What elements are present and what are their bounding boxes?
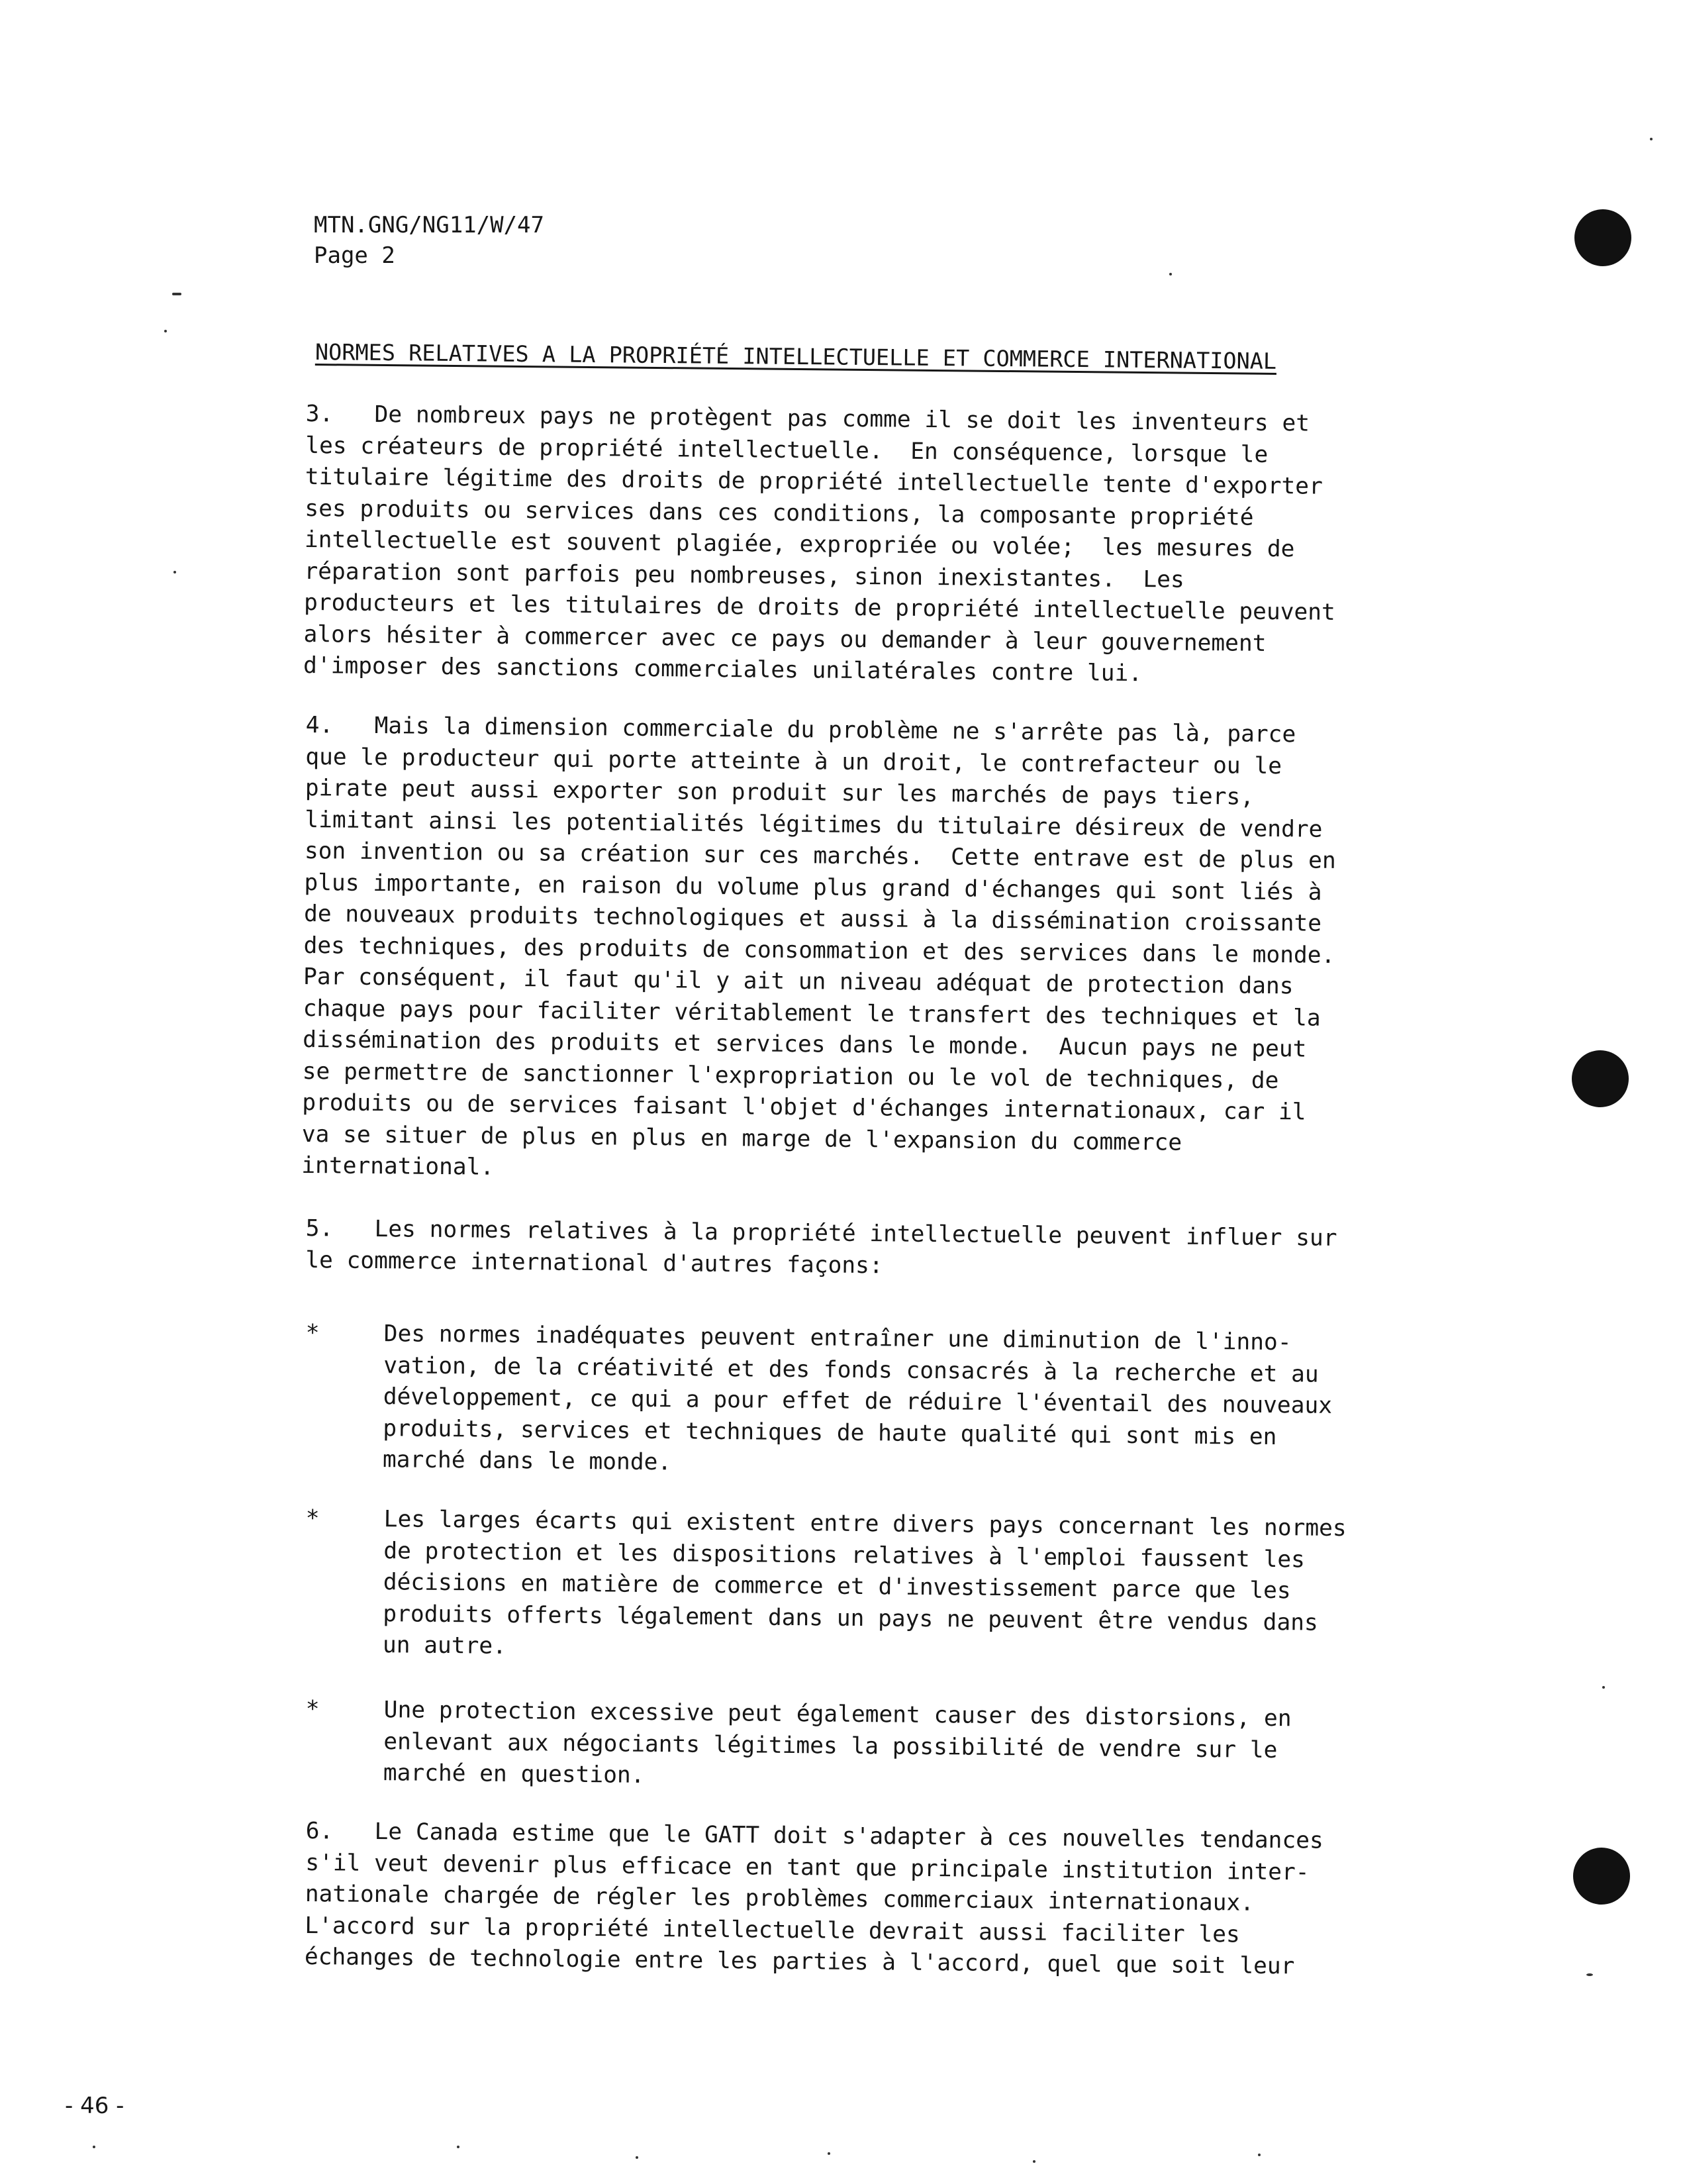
text-line: plus importante, en raison du volume plus grand d'échanges qui sont liés à [304, 869, 1322, 906]
text-line: marché en question. [383, 1760, 645, 1789]
scan-speck [172, 293, 181, 295]
text-line: échanges de technologie entre les parties à l'accord, quel que soit leur [304, 1943, 1295, 1980]
text-line: produits, services et techniques de haute qualité qui sont mis en [383, 1415, 1277, 1450]
text-line: L'accord sur la propriété intellectuelle devrait aussi faciliter les [305, 1912, 1240, 1948]
text-line: marché dans le monde. [382, 1446, 672, 1476]
scan-speck [164, 330, 167, 332]
text-line: se permettre de sanctionner l'expropriation ou le vol de techniques, de [302, 1058, 1279, 1094]
text-line: de nouveaux produits technologiques et aussi à la dissémination croissante [303, 900, 1322, 937]
text-line: un autre. [382, 1632, 507, 1660]
text-line: dissémination des produits et services dans le monde. Aucun pays ne peut [303, 1026, 1307, 1063]
text-line: chaque pays pour faciliter véritablement le transfert des techniques et la [303, 995, 1321, 1032]
scan-speck [636, 2156, 638, 2159]
scan-speck [1258, 2154, 1261, 2156]
page-label: Page 2 [314, 242, 395, 269]
text-line: son invention ou sa création sur ces marchés. Cette entrave est de plus en [304, 837, 1336, 874]
text-line: 4. Mais la dimension commerciale du problème ne s'arrête pas là, parce [305, 711, 1296, 748]
paragraph-3 [303, 399, 1511, 693]
scan-speck [93, 2146, 95, 2148]
punch-hole [1574, 209, 1631, 266]
text-line: le commerce international d'autres façons: [305, 1246, 883, 1279]
bullet-item [305, 1318, 1511, 1487]
section-title: NORMES RELATIVES A LA PROPRIÉTÉ INTELLECTUELLE ET COMMERCE INTERNATIONAL [314, 339, 1277, 374]
text-line: Par conséquent, il faut qu'il y ait un niveau adéquat de protection dans [303, 963, 1294, 1000]
text-line: Des normes inadéquates peuvent entraîner une diminution de l'inno- [383, 1320, 1292, 1356]
text-line: ses produits ou services dans ces conditions, la composante propriété [305, 495, 1254, 531]
scan-speck [1602, 1686, 1605, 1689]
text-line: Les larges écarts qui existent entre divers pays concernant les normes [383, 1506, 1347, 1542]
text-line: produits offerts légalement dans un pays ne peuvent être vendus dans [383, 1600, 1318, 1636]
page-number: - 46 - [65, 2093, 124, 2119]
text-line: va se situer de plus en plus en marge de l'expansion du commerce [301, 1120, 1182, 1156]
text-line: 5. Les normes relatives à la propriété intellectuelle peuvent influer sur [305, 1215, 1337, 1252]
text-line: international. [301, 1152, 495, 1181]
bullet-marker: * [305, 1319, 320, 1347]
bullet-marker: * [305, 1505, 320, 1532]
scan-speck [1169, 273, 1172, 275]
bullet-item [305, 1503, 1511, 1672]
text-line: producteurs et les titulaires de droits de propriété intellectuelle peuvent [303, 589, 1335, 626]
bullet-marker: * [305, 1695, 320, 1723]
scan-speck [1650, 138, 1653, 140]
text-line: produits ou de services faisant l'objet d'échanges internationaux, car il [302, 1089, 1306, 1126]
text-line: vation, de la créativité et des fonds consacrés à la recherche et au [383, 1352, 1319, 1388]
text-line: Une protection excessive peut également causer des distorsions, en [383, 1697, 1292, 1732]
scan-speck [173, 571, 176, 573]
text-line: titulaire légitime des droits de propriété intellectuelle tente d'exporter [305, 463, 1323, 500]
scan-speck [457, 2146, 459, 2148]
text-line: alors hésiter à commercer avec ce pays ou demander à leur gouvernement [303, 620, 1267, 657]
text-line: que le producteur qui porte atteinte à un droit, le contrefacteur ou le [305, 743, 1282, 779]
text-line: pirate peut aussi exporter son produit sur les marchés de pays tiers, [305, 774, 1255, 811]
text-line: 6. Le Canada estime que le GATT doit s'adapter à ces nouvelles tendances [305, 1817, 1323, 1854]
paragraph-4 [301, 710, 1511, 1193]
text-line: de protection et les dispositions relatives à l'emploi faussent les [383, 1537, 1306, 1573]
scan-speck [1033, 2160, 1035, 2163]
text-line: enlevant aux négociants légitimes la possibilité de vendre sur le [383, 1728, 1278, 1763]
punch-hole [1572, 1050, 1629, 1107]
document-symbol: MTN.GNG/NG11/W/47 [314, 212, 544, 238]
text-line: limitant ainsi les potentialités légitimes du titulaire désireux de vendre [305, 806, 1323, 843]
paragraph-6 [305, 1816, 1511, 1985]
scan-speck [1586, 1973, 1593, 1976]
text-line: intellectuelle est souvent plagiée, expropriée ou volée; les mesures de [304, 526, 1295, 563]
text-line: réparation sont parfois peu nombreuses, sinon inexistantes. Les [304, 558, 1184, 593]
bullet-item [305, 1694, 1511, 1800]
text-line: des techniques, des produits de consommation et des services dans le monde. [303, 932, 1335, 969]
punch-hole [1573, 1848, 1630, 1905]
text-line: s'il veut devenir plus efficace en tant que principale institution inter- [305, 1849, 1310, 1886]
text-line: les créateurs de propriété intellectuelle. En conséquence, lorsque le [305, 432, 1269, 468]
text-line: décisions en matière de commerce et d'investissement parce que les [383, 1569, 1291, 1605]
text-line: d'imposer des sanctions commerciales unilatérales contre lui. [303, 652, 1143, 687]
text-line: développement, ce qui a pour effet de réduire l'éventail des nouveaux [383, 1383, 1333, 1419]
paragraph-5 [305, 1213, 1511, 1287]
text-line: 3. De nombreux pays ne protègent pas comme il se doit les inventeurs et [305, 400, 1310, 437]
text-line: nationale chargée de régler les problèmes commerciaux internationaux. [305, 1880, 1255, 1916]
scan-speck [828, 2152, 830, 2155]
